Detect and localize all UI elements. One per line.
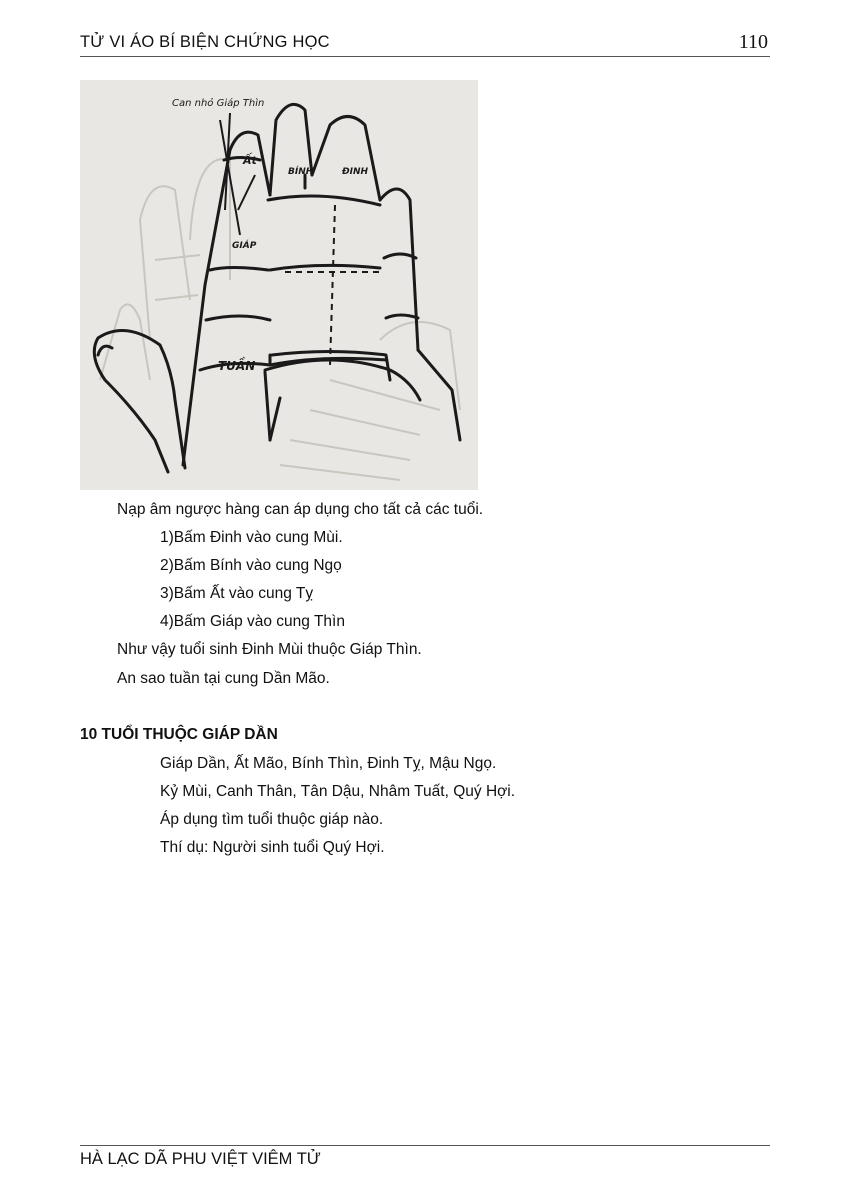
hand-diagram — [80, 80, 478, 490]
intro-line: Nạp âm ngược hàng can áp dụng cho tất cả các tuổi. — [117, 501, 484, 518]
section-line: Thí dụ: Người sinh tuổi Quý Hợi. — [160, 839, 385, 856]
page-number: 110 — [738, 31, 768, 53]
conclusion-line: Như vậy tuổi sinh Đinh Mùi thuộc Giáp Thìn. — [117, 641, 422, 658]
label-at: Ất — [243, 154, 257, 167]
label-dinh: ĐINH — [342, 167, 369, 177]
step-line: 3)Bấm Ất vào cung Tỵ — [160, 585, 314, 602]
section-line: Kỷ Mùi, Canh Thân, Tân Dậu, Nhâm Tuất, Quý Hợi. — [160, 783, 516, 800]
label-binh: BÍNH — [288, 167, 314, 177]
label-top: Can nhỏ Giáp Thìn — [172, 98, 265, 109]
ghost-hand — [100, 159, 460, 480]
book-title: TỬ VI ÁO BÍ BIỆN CHỨNG HỌC — [80, 33, 330, 51]
footer-author: HÀ LẠC DÃ PHU VIỆT VIÊM TỬ — [80, 1150, 321, 1168]
step-line: 2)Bấm Bính vào cung Ngọ — [160, 557, 342, 574]
step-line: 1)Bấm Đinh vào cung Mùi. — [160, 529, 343, 546]
label-giap: GIÁP — [232, 241, 257, 251]
label-tuan: TUẦN — [218, 359, 256, 373]
hand-outline — [94, 104, 460, 472]
conclusion-line: An sao tuần tại cung Dần Mão. — [117, 670, 330, 687]
hand-diagram-figure — [80, 80, 478, 490]
section-line: Giáp Dần, Ất Mão, Bính Thìn, Đinh Tỵ, Mậu Ngọ. — [160, 755, 497, 772]
section-heading: 10 TUỔI THUỘC GIÁP DẦN — [80, 726, 278, 743]
dashed-guides — [285, 205, 380, 365]
section-line: Áp dụng tìm tuổi thuộc giáp nào. — [160, 811, 384, 828]
step-line: 4)Bấm Giáp vào cung Thìn — [160, 613, 345, 630]
page-footer — [80, 1145, 770, 1168]
page-header — [80, 30, 770, 57]
